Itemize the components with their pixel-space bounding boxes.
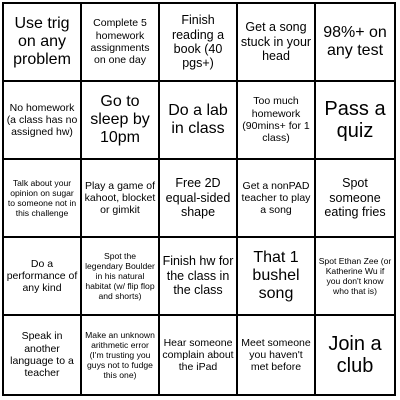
bingo-cell[interactable]: Speak in another language to a teacher [4, 316, 82, 394]
bingo-cell[interactable]: Spot Ethan Zee (or Katherine Wu if you don't know who that is) [316, 238, 394, 316]
bingo-cell[interactable]: Get a song stuck in your head [238, 4, 316, 82]
bingo-cell[interactable]: That 1 bushel song [238, 238, 316, 316]
bingo-cell[interactable]: 98%+ on any test [316, 4, 394, 82]
bingo-cell[interactable]: No homework (a class has no assigned hw) [4, 82, 82, 160]
bingo-cell[interactable]: Too much homework (90mins+ for 1 class) [238, 82, 316, 160]
bingo-cell[interactable]: Talk about your opinion on sugar to someone not in this challenge [4, 160, 82, 238]
bingo-cell[interactable]: Finish reading a book (40 pgs+) [160, 4, 238, 82]
bingo-cell[interactable]: Meet someone you haven't met before [238, 316, 316, 394]
bingo-cell[interactable]: Hear someone complain about the iPad [160, 316, 238, 394]
bingo-cell[interactable]: Make an unknown arithmetic error (I'm trusting you guys not to fudge this one) [82, 316, 160, 394]
bingo-cell[interactable]: Do a lab in class [160, 82, 238, 160]
bingo-cell[interactable]: Go to sleep by 10pm [82, 82, 160, 160]
bingo-cell[interactable]: Use trig on any problem [4, 4, 82, 82]
bingo-cell[interactable]: Complete 5 homework assignments on one day [82, 4, 160, 82]
bingo-cell[interactable]: Spot the legendary Boulder in his natural habitat (w/ flip flop and shorts) [82, 238, 160, 316]
bingo-cell[interactable]: Pass a quiz [316, 82, 394, 160]
bingo-cell[interactable]: Free 2D equal-sided shape [160, 160, 238, 238]
bingo-cell[interactable]: Do a performance of any kind [4, 238, 82, 316]
bingo-cell[interactable]: Spot someone eating fries [316, 160, 394, 238]
bingo-cell[interactable]: Get a nonPAD teacher to play a song [238, 160, 316, 238]
bingo-board [2, 2, 396, 396]
bingo-cell[interactable]: Play a game of kahoot, blocket or gimkit [82, 160, 160, 238]
bingo-cell[interactable]: Finish hw for the class in the class [160, 238, 238, 316]
bingo-cell[interactable]: Join a club [328, 333, 382, 377]
